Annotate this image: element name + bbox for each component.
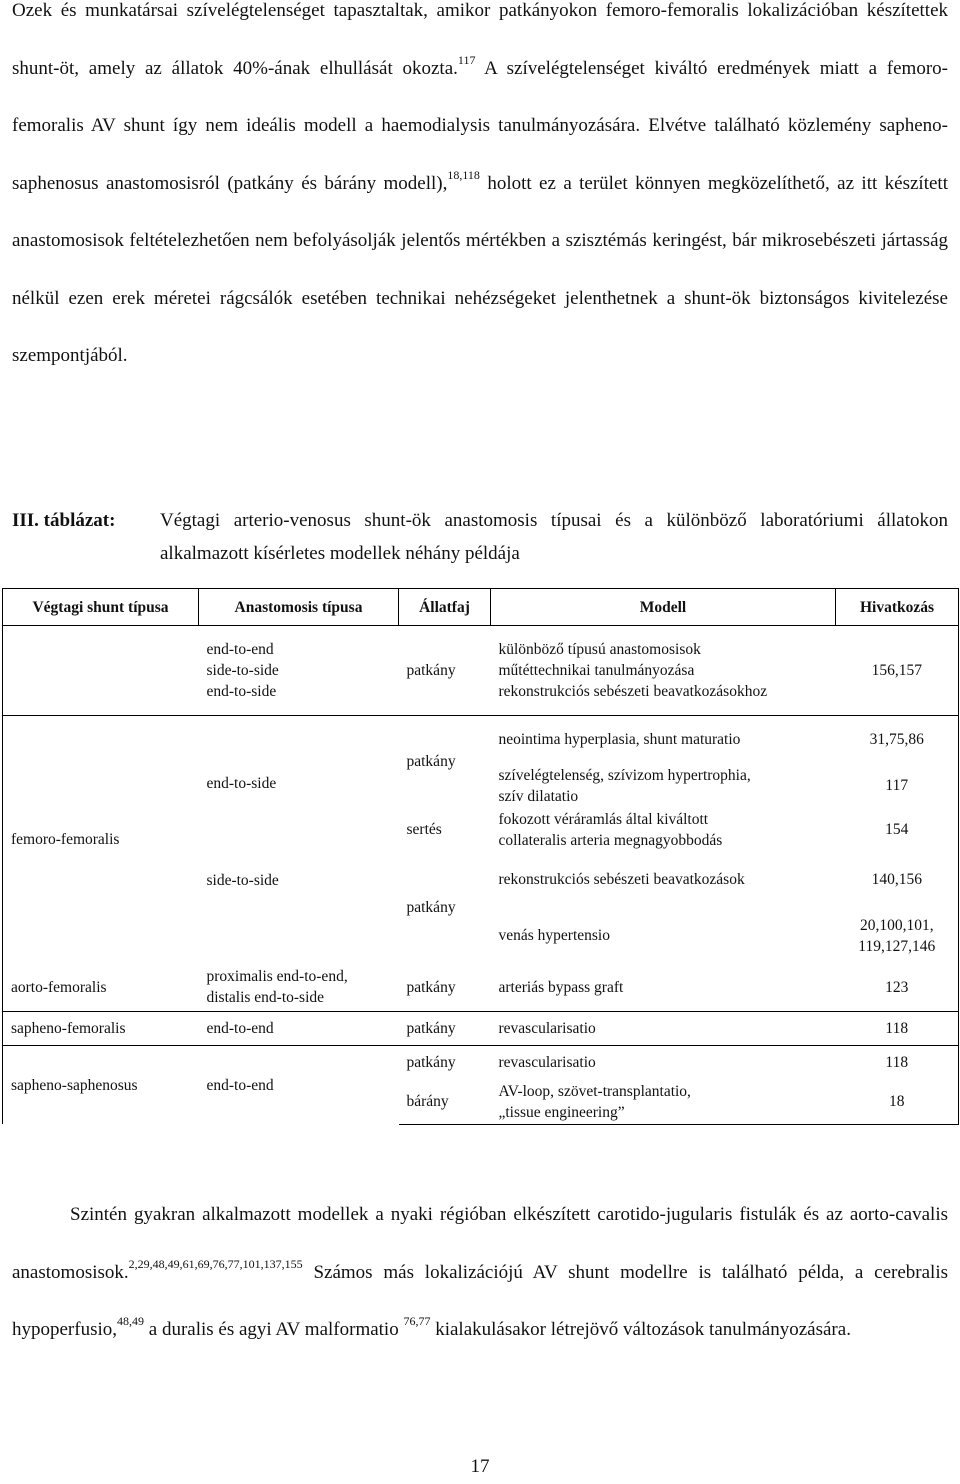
header-cell: Modell [491,589,836,626]
reference-cell: 18 [836,1080,959,1125]
citation: 48,49 [117,1314,145,1328]
table-header-row [3,589,959,626]
anastomosis-cell: proximalis end-to-end, distalis end-to-side [206,968,348,1007]
reference-cell: 118 [836,1012,959,1046]
shunt-table [2,588,959,1125]
header-cell: Állatfaj [399,589,491,626]
model-cell: arteriás bypass graft [498,978,624,996]
citation: 2,29,48,49,61,69,76,77,101,137,155 [128,1256,303,1271]
header-cell: Anastomosis típusa [199,589,399,626]
animal-cell: patkány [406,978,456,996]
table-row [3,1012,959,1046]
animal-cell: sertés [406,821,442,838]
model-cell: AV-loop, szövet-transplantatio, „tissue engineering” [491,1080,836,1125]
anastomosis-cell: end-to-side [199,716,399,852]
caption-label: III. táblázat: [12,510,116,531]
shunt-type-cell: femoro-femoralis [3,716,199,964]
paragraph-1: Ozek és munkatársai szívelégtelenséget tapasztaltak, amikor patkányokon femoro-femoralis lokalizációban készítettek shunt-öt, amely az állatok 40%-ának elhullását okozta.$^{117}$ A szívelégtelenséget kiváltó eredmények miatt a femoro-femoralis AV shunt így nem ideális modell a haemodialysis tanulmányozására. Elvétve található közlemény sapheno-saphenosus anastomosisról (patkány és bárány modell),$^{18,118}$ holott ez a terület könnyen megközelíthető, az itt készített anastomosisok feltételezhetően nem befolyásolják jelentős mértékben a szisztémás keringést, bár mikrosebészeti jártasság nélkül ezen erek méretei rágcsálók esetében technikai nehézségeket jelenthetnek a shunt-ök biztonságos kivitelezése szempontjából. [12,0,948,366]
reference-cell: 20,100,101, 119,127,146 [836,908,959,964]
reference-cell: 123 [836,964,959,1012]
anastomosis-cell: end-to-end side-to-side end-to-side [199,626,399,716]
model-cell: venás hypertensio [498,927,610,944]
header-cell: Hivatkozás [836,589,959,626]
model-cell: rekonstrukciós sebészeti beavatkozások [498,871,745,888]
model-cell: szívelégtelenség, szívizom hypertrophia, szív dilatatio [498,766,751,805]
citation: 117 [457,52,476,67]
animal-cell: patkány [399,716,491,808]
anastomosis-cell: side-to-side [206,871,279,889]
reference-cell: 140,156 [836,852,959,908]
table-row [3,626,959,716]
model-cell: különböző típusú anastomosisok műtéttechnikai tanulmányozása rekonstrukciós sebészeti beavatkozásokhoz [491,626,836,716]
model-cell: revascularisatio [491,1012,836,1046]
caption-text: Végtagi arterio-venosus shunt-ök anastomosis típusai és a különböző laboratóriumi állatokon alkalmazott kísérletes modellek néhány példája [160,510,948,564]
paragraph-2: Szintén gyakran alkalmazott modellek a nyaki régióban elkészített carotido-jugularis fistulák és az aorto-cavalis anastomosisok.$^{2,29,48,49,61,69,76,77,101,137,155}$ Számos más lokalizációjú AV shunt modellre is található példa, a cerebralis hypoperfusio,$^{48,49}$ a duralis és agyi AV malformatio $^{76,77}$ kialakulásakor létrejövő változások tanulmányozására. [12,1204,948,1340]
animal-cell: bárány [399,1080,491,1125]
citation: 76,77 [403,1314,431,1328]
model-cell: revascularisatio [491,1046,836,1080]
table-row [3,1046,959,1080]
anastomosis-cell: end-to-end [199,1046,399,1125]
model-cell: fokozott véráramlás által kiváltott collateralis arteria megnagyobbodás [498,810,723,849]
animal-cell: patkány [399,1046,491,1080]
animal-cell: patkány [406,899,456,916]
reference-cell: 156,157 [836,626,959,716]
shunt-type-cell [3,626,199,716]
citation: 18,118 [447,167,480,182]
reference-cell: 117 [836,764,959,808]
model-cell: neointima hyperplasia, shunt maturatio [491,716,836,764]
animal-cell: patkány [399,626,491,716]
reference-cell: 118 [836,1046,959,1080]
shunt-type-cell: aorto-femoralis [3,964,199,1012]
reference-cell: 31,75,86 [836,716,959,764]
shunt-type-cell: sapheno-femoralis [3,1012,199,1046]
table-row [3,716,959,764]
header-cell: Végtagi shunt típusa [3,589,199,626]
anastomosis-cell: end-to-end [199,1012,399,1046]
reference-cell: 154 [836,808,959,852]
table-row [3,964,959,1012]
animal-cell: patkány [399,1012,491,1046]
shunt-type-cell: sapheno-saphenosus [3,1046,199,1125]
page-number: 17 [470,1456,490,1477]
